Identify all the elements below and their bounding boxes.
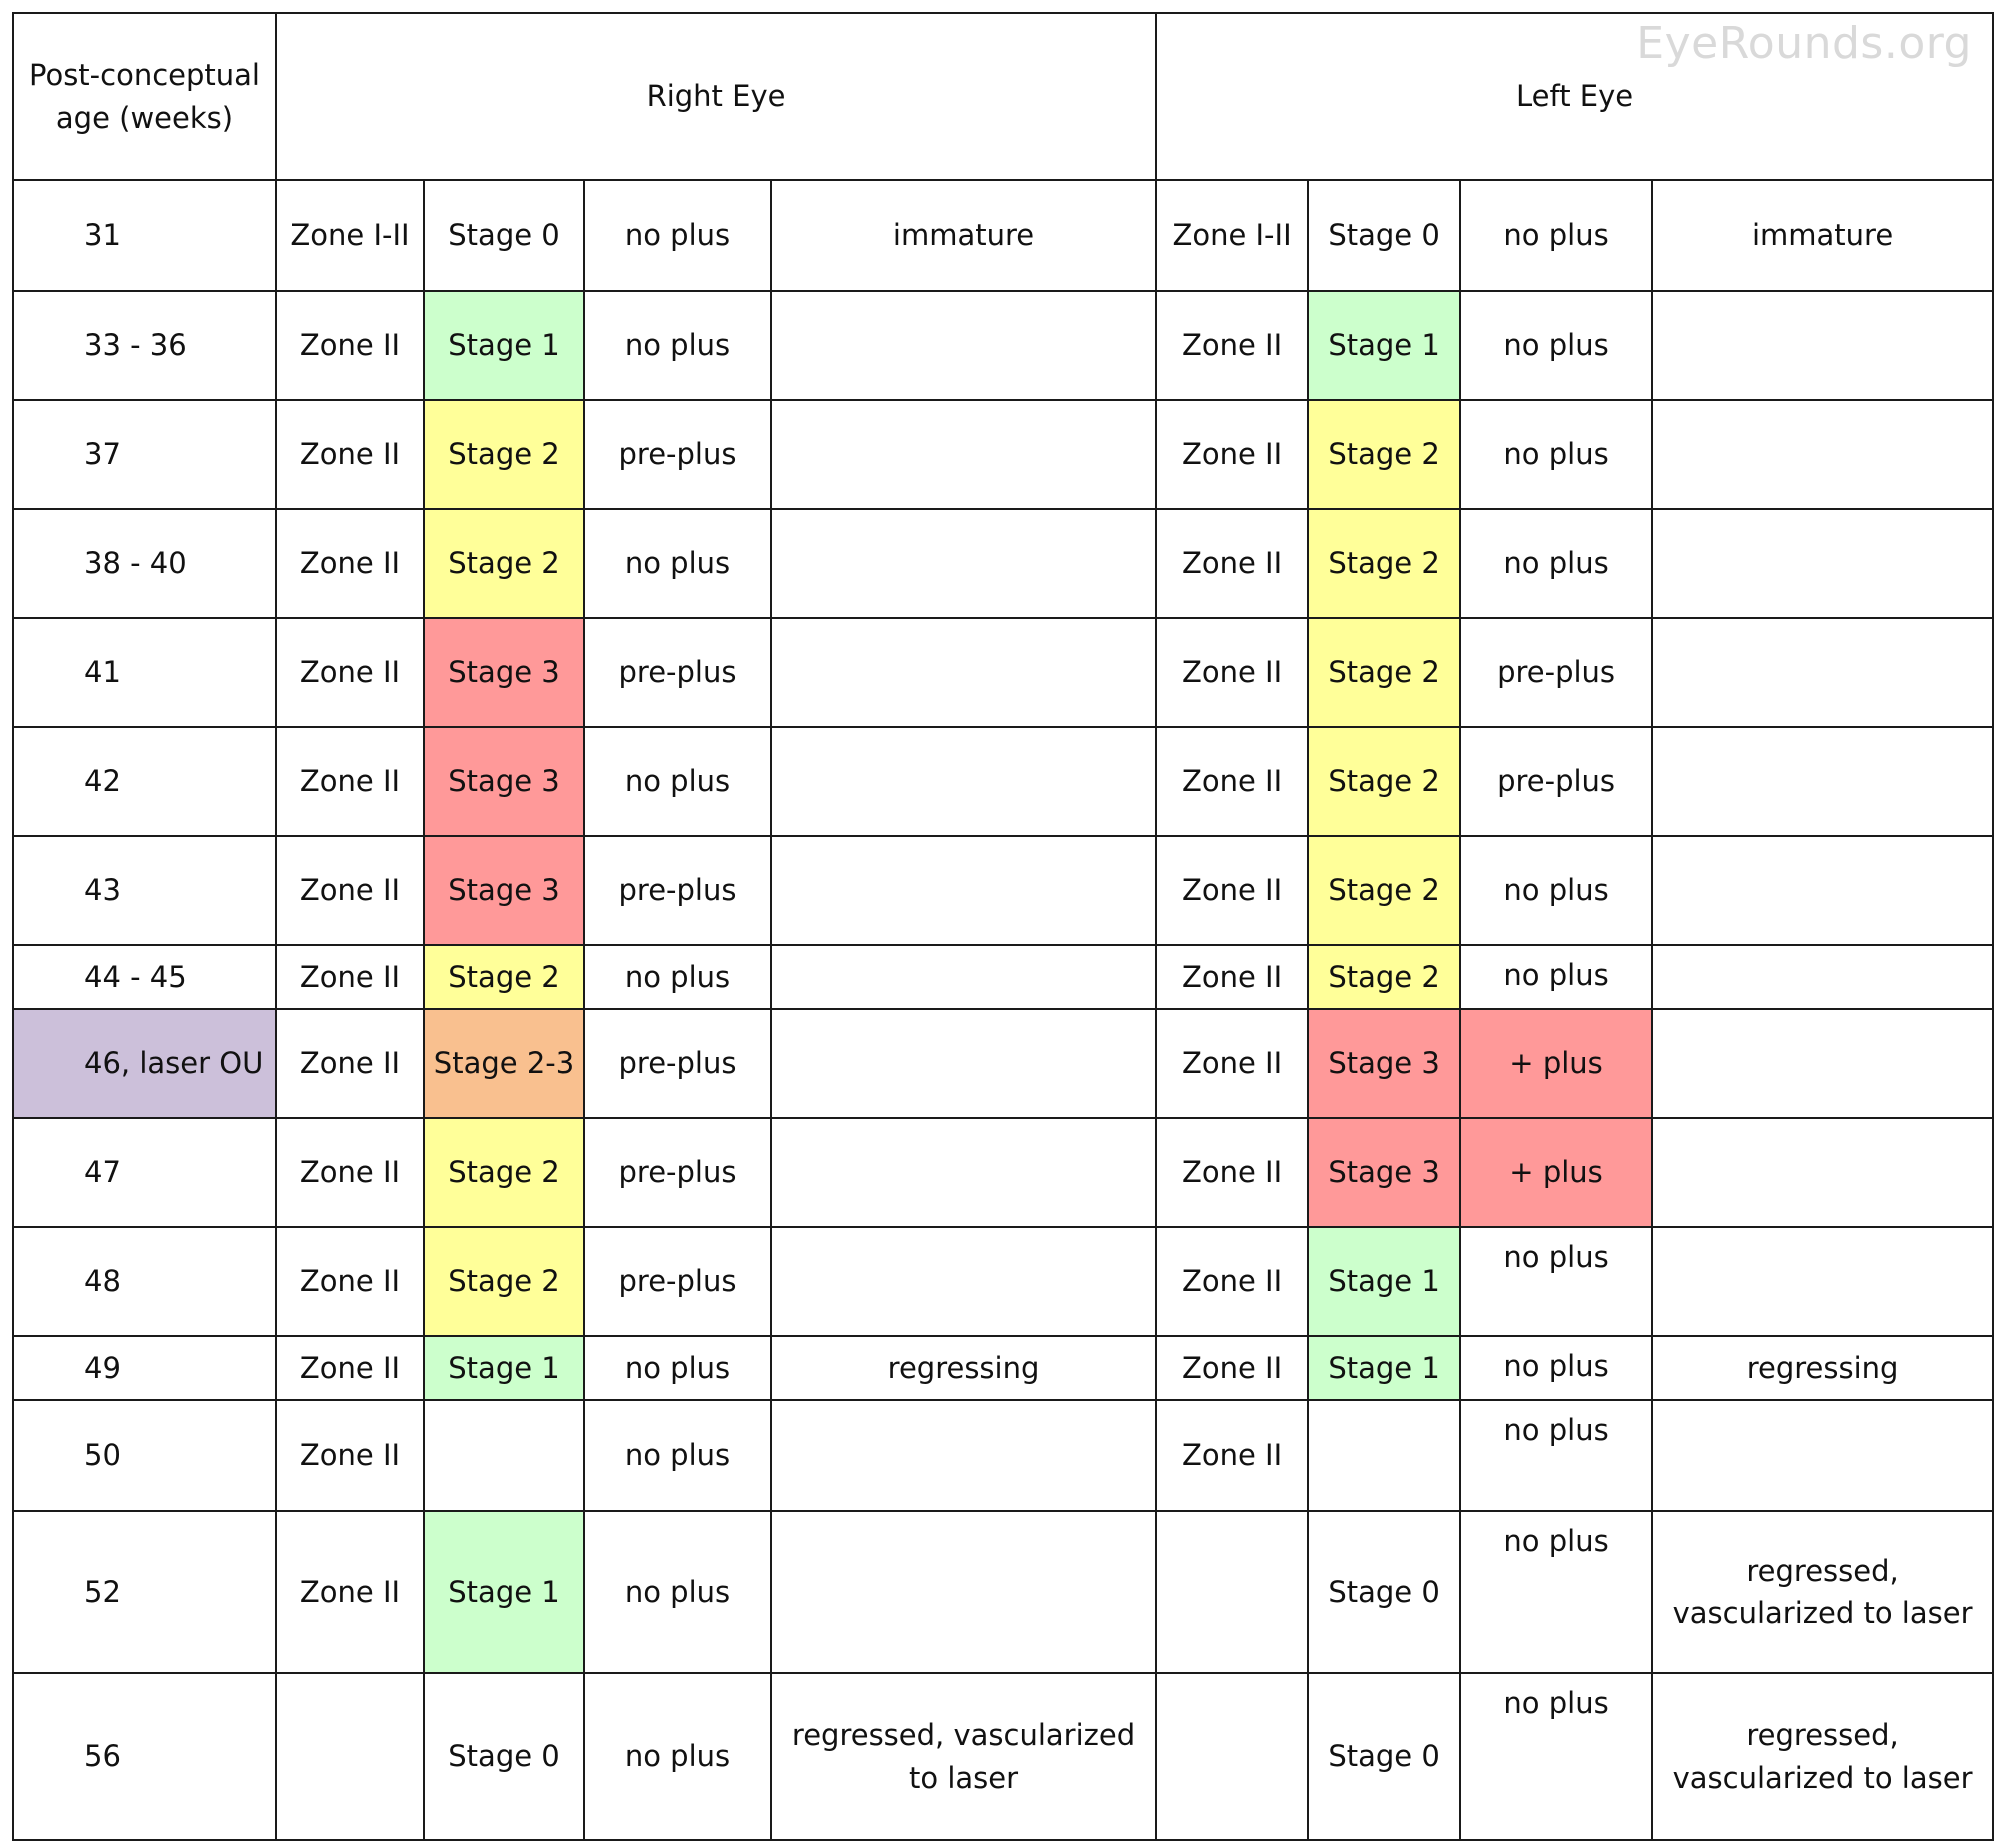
- left-zone-cell: Zone II: [1156, 1118, 1308, 1227]
- right-plus-cell: no plus: [584, 1673, 771, 1840]
- rop-exam-table: [12, 12, 1994, 1841]
- left-zone-cell: Zone II: [1156, 1336, 1308, 1400]
- age-cell: 46, laser OU: [13, 1009, 276, 1118]
- left-zone-cell: Zone II: [1156, 509, 1308, 618]
- left-zone-cell: Zone II: [1156, 291, 1308, 400]
- right-note-cell: [771, 400, 1156, 509]
- left-zone-cell: Zone II: [1156, 1227, 1308, 1336]
- table-row: [13, 1336, 1993, 1400]
- table-row: [13, 291, 1993, 400]
- right-stage-cell: Stage 2: [424, 1227, 584, 1336]
- right-note-cell: [771, 1511, 1156, 1673]
- right-zone-cell: Zone II: [276, 836, 424, 945]
- left-zone-cell: Zone II: [1156, 618, 1308, 727]
- right-zone-cell: Zone II: [276, 1227, 424, 1336]
- left-plus-cell: pre-plus: [1460, 618, 1652, 727]
- age-cell: 50: [13, 1400, 276, 1511]
- right-stage-cell: Stage 2: [424, 945, 584, 1009]
- left-note-cell: regressed, vascularized to laser: [1652, 1511, 1993, 1673]
- right-zone-cell: Zone II: [276, 945, 424, 1009]
- left-plus-cell: no plus: [1460, 1227, 1652, 1336]
- left-note-cell: regressed, vascularized to laser: [1652, 1673, 1993, 1840]
- right-plus-cell: pre-plus: [584, 1118, 771, 1227]
- right-note-cell: [771, 509, 1156, 618]
- table-body: [13, 13, 1993, 1840]
- right-note-cell: [771, 1400, 1156, 1511]
- right-note-cell: [771, 727, 1156, 836]
- left-zone-cell: Zone II: [1156, 400, 1308, 509]
- table-row: [13, 945, 1993, 1009]
- left-stage-cell: Stage 3: [1308, 1118, 1460, 1227]
- left-stage-cell: Stage 0: [1308, 1673, 1460, 1840]
- header-left-eye: Left Eye: [1156, 13, 1993, 180]
- right-zone-cell: Zone II: [276, 291, 424, 400]
- table-row: [13, 1227, 1993, 1336]
- table-row: [13, 1118, 1993, 1227]
- left-plus-cell: no plus: [1460, 180, 1652, 291]
- right-note-cell: [771, 291, 1156, 400]
- left-note-cell: [1652, 1009, 1993, 1118]
- table-row: [13, 1009, 1993, 1118]
- eyerounds-watermark: EyeRounds.org: [1636, 18, 1972, 69]
- right-plus-cell: no plus: [584, 1336, 771, 1400]
- right-plus-cell: no plus: [584, 945, 771, 1009]
- right-stage-cell: [424, 1400, 584, 1511]
- left-stage-cell: Stage 0: [1308, 1511, 1460, 1673]
- right-plus-cell: pre-plus: [584, 618, 771, 727]
- right-stage-cell: Stage 3: [424, 618, 584, 727]
- right-plus-cell: no plus: [584, 727, 771, 836]
- right-note-cell: [771, 945, 1156, 1009]
- right-note-cell: [771, 1118, 1156, 1227]
- right-stage-cell: Stage 1: [424, 291, 584, 400]
- right-zone-cell: Zone II: [276, 1336, 424, 1400]
- right-note-cell: [771, 618, 1156, 727]
- right-zone-cell: Zone II: [276, 509, 424, 618]
- right-stage-cell: Stage 3: [424, 836, 584, 945]
- age-cell: 31: [13, 180, 276, 291]
- left-zone-cell: Zone II: [1156, 727, 1308, 836]
- age-cell: 37: [13, 400, 276, 509]
- right-plus-cell: no plus: [584, 1511, 771, 1673]
- right-stage-cell: Stage 2-3: [424, 1009, 584, 1118]
- left-stage-cell: Stage 2: [1308, 836, 1460, 945]
- header-age: Post-conceptual age (weeks): [13, 13, 276, 180]
- age-cell: 44 - 45: [13, 945, 276, 1009]
- right-stage-cell: Stage 1: [424, 1336, 584, 1400]
- left-note-cell: [1652, 509, 1993, 618]
- age-cell: 33 - 36: [13, 291, 276, 400]
- right-note-cell: immature: [771, 180, 1156, 291]
- right-stage-cell: Stage 1: [424, 1511, 584, 1673]
- left-stage-cell: Stage 0: [1308, 180, 1460, 291]
- right-plus-cell: no plus: [584, 1400, 771, 1511]
- right-stage-cell: Stage 2: [424, 400, 584, 509]
- left-note-cell: [1652, 291, 1993, 400]
- right-zone-cell: Zone II: [276, 400, 424, 509]
- left-note-cell: [1652, 400, 1993, 509]
- age-cell: 38 - 40: [13, 509, 276, 618]
- left-plus-cell: no plus: [1460, 509, 1652, 618]
- header-row: [13, 13, 1993, 180]
- right-zone-cell: [276, 1673, 424, 1840]
- left-plus-cell: no plus: [1460, 291, 1652, 400]
- left-note-cell: immature: [1652, 180, 1993, 291]
- table-row: [13, 1511, 1993, 1673]
- left-zone-cell: [1156, 1673, 1308, 1840]
- right-note-cell: regressed, vascularized to laser: [771, 1673, 1156, 1840]
- age-cell: 48: [13, 1227, 276, 1336]
- left-stage-cell: Stage 2: [1308, 727, 1460, 836]
- age-cell: 52: [13, 1511, 276, 1673]
- table-row: [13, 509, 1993, 618]
- left-note-cell: [1652, 727, 1993, 836]
- left-zone-cell: Zone II: [1156, 945, 1308, 1009]
- right-plus-cell: pre-plus: [584, 836, 771, 945]
- age-cell: 56: [13, 1673, 276, 1840]
- age-cell: 41: [13, 618, 276, 727]
- right-plus-cell: no plus: [584, 180, 771, 291]
- right-note-cell: [771, 1009, 1156, 1118]
- left-note-cell: [1652, 836, 1993, 945]
- right-plus-cell: pre-plus: [584, 400, 771, 509]
- left-plus-cell: no plus: [1460, 1400, 1652, 1511]
- left-note-cell: [1652, 1227, 1993, 1336]
- left-zone-cell: Zone II: [1156, 1400, 1308, 1511]
- right-plus-cell: no plus: [584, 291, 771, 400]
- right-plus-cell: pre-plus: [584, 1227, 771, 1336]
- right-stage-cell: Stage 0: [424, 180, 584, 291]
- right-stage-cell: Stage 2: [424, 1118, 584, 1227]
- left-stage-cell: Stage 1: [1308, 1227, 1460, 1336]
- right-plus-cell: no plus: [584, 509, 771, 618]
- left-plus-cell: + plus: [1460, 1009, 1652, 1118]
- left-plus-cell: no plus: [1460, 836, 1652, 945]
- left-note-cell: [1652, 618, 1993, 727]
- right-stage-cell: Stage 3: [424, 727, 584, 836]
- left-stage-cell: [1308, 1400, 1460, 1511]
- left-zone-cell: Zone I-II: [1156, 180, 1308, 291]
- left-plus-cell: pre-plus: [1460, 727, 1652, 836]
- left-note-cell: [1652, 1118, 1993, 1227]
- left-zone-cell: [1156, 1511, 1308, 1673]
- right-zone-cell: Zone II: [276, 618, 424, 727]
- table-row: [13, 727, 1993, 836]
- table-row: [13, 400, 1993, 509]
- left-plus-cell: + plus: [1460, 1118, 1652, 1227]
- left-note-cell: [1652, 1400, 1993, 1511]
- age-cell: 42: [13, 727, 276, 836]
- left-stage-cell: Stage 2: [1308, 509, 1460, 618]
- left-stage-cell: Stage 1: [1308, 1336, 1460, 1400]
- right-plus-cell: pre-plus: [584, 1009, 771, 1118]
- age-cell: 47: [13, 1118, 276, 1227]
- left-stage-cell: Stage 3: [1308, 1009, 1460, 1118]
- table-row: [13, 1673, 1993, 1840]
- table-row: [13, 836, 1993, 945]
- left-note-cell: regressing: [1652, 1336, 1993, 1400]
- left-stage-cell: Stage 2: [1308, 945, 1460, 1009]
- table-row: [13, 1400, 1993, 1511]
- left-plus-cell: no plus: [1460, 1336, 1652, 1400]
- left-note-cell: [1652, 945, 1993, 1009]
- left-stage-cell: Stage 1: [1308, 291, 1460, 400]
- left-zone-cell: Zone II: [1156, 1009, 1308, 1118]
- table-row: [13, 180, 1993, 291]
- left-stage-cell: Stage 2: [1308, 400, 1460, 509]
- right-note-cell: regressing: [771, 1336, 1156, 1400]
- right-stage-cell: Stage 0: [424, 1673, 584, 1840]
- header-right-eye: Right Eye: [276, 13, 1156, 180]
- right-zone-cell: Zone II: [276, 727, 424, 836]
- left-plus-cell: no plus: [1460, 400, 1652, 509]
- table-row: [13, 618, 1993, 727]
- left-zone-cell: Zone II: [1156, 836, 1308, 945]
- left-plus-cell: no plus: [1460, 945, 1652, 1009]
- right-note-cell: [771, 836, 1156, 945]
- age-cell: 43: [13, 836, 276, 945]
- right-zone-cell: Zone I-II: [276, 180, 424, 291]
- right-note-cell: [771, 1227, 1156, 1336]
- left-stage-cell: Stage 2: [1308, 618, 1460, 727]
- right-zone-cell: Zone II: [276, 1009, 424, 1118]
- right-zone-cell: Zone II: [276, 1118, 424, 1227]
- left-plus-cell: no plus: [1460, 1511, 1652, 1673]
- right-zone-cell: Zone II: [276, 1511, 424, 1673]
- right-zone-cell: Zone II: [276, 1400, 424, 1511]
- right-stage-cell: Stage 2: [424, 509, 584, 618]
- age-cell: 49: [13, 1336, 276, 1400]
- left-plus-cell: no plus: [1460, 1673, 1652, 1840]
